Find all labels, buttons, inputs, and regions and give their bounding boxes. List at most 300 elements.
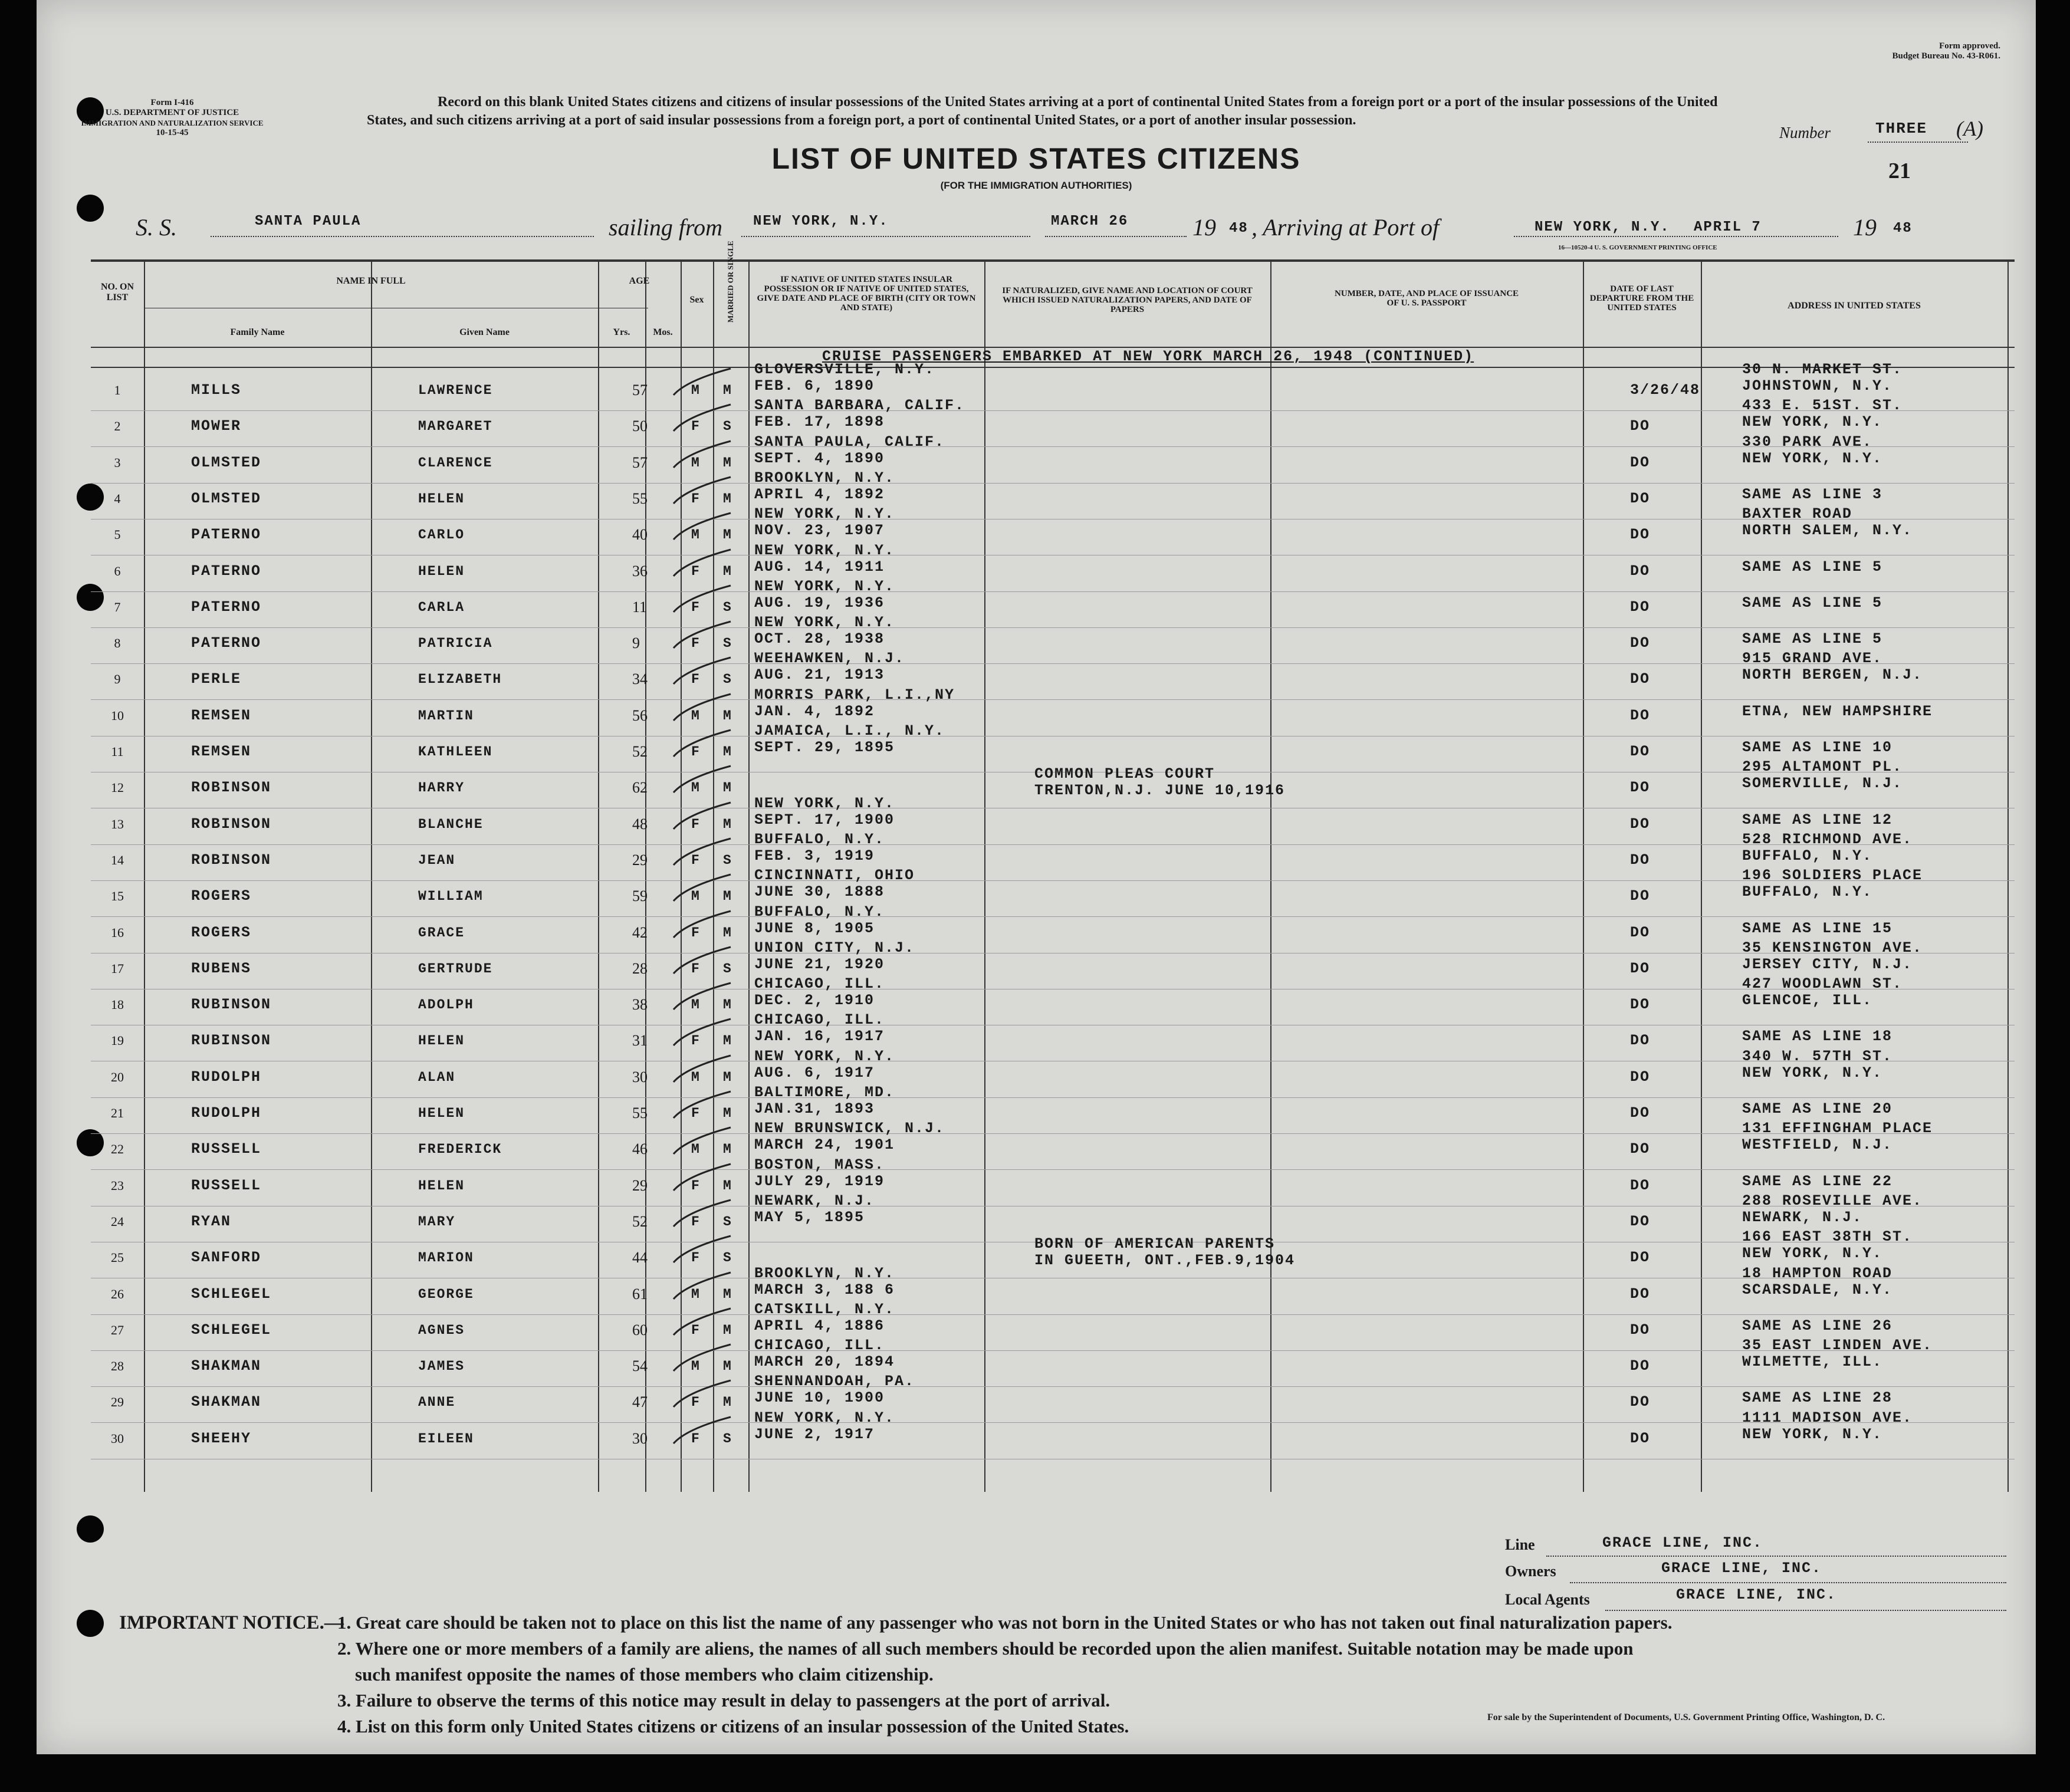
birth-date: JAN. 4, 1892 (754, 703, 875, 720)
table-row (91, 686, 2015, 736)
table-row (91, 1156, 2015, 1206)
family-name: RUBENS (191, 960, 252, 977)
age-years: 60 (632, 1321, 648, 1339)
row-number: 10 (111, 708, 124, 723)
col-months: Mos. (653, 327, 673, 337)
sex: F (691, 1033, 701, 1048)
address-line-2: SAME AS LINE 5 (1742, 594, 1883, 611)
age-years: 54 (632, 1357, 648, 1375)
check-mark (669, 800, 734, 841)
birth-date: AUG. 19, 1936 (754, 594, 885, 611)
row-number: 11 (111, 744, 124, 759)
given-name: JAMES (418, 1359, 465, 1374)
birth-date: JUNE 21, 1920 (754, 956, 885, 973)
row-number: 12 (111, 780, 124, 795)
age-years: 31 (632, 1032, 648, 1049)
address-line-2: SAME AS LINE 10 (1742, 739, 1893, 756)
given-name: FREDERICK (418, 1142, 502, 1157)
address-line-1: 18 HAMPTON ROAD (1742, 1265, 1893, 1282)
table-row (91, 795, 2015, 844)
address-line-2: ETNA, NEW HAMPSHIRE (1742, 703, 1933, 720)
table-row (91, 1228, 2015, 1278)
col-birth: IF NATIVE OF UNITED STATES INSULAR POSSESSION OR IF NATIVE OF UNITED STATES, GIVE DATE AND PLACE OF BIRTH (CITY OR TOWN AND STATE) (757, 275, 976, 313)
record-instructions: Record on this blank United States citizens and citizens of insular possessions of the United States arriving at a port of continental United States from a foreign port or a port of the insular possessions of the United States, and such citizens arriving at a port of said insular possessions from a foreign port, a port of continental United States, or a port of another insular possession. (367, 94, 1718, 128)
birth-date: SEPT. 29, 1895 (754, 739, 895, 756)
age-years: 50 (632, 417, 648, 435)
address-line-1: 196 SOLDIERS PLACE (1742, 867, 1923, 884)
table-row (91, 433, 2015, 483)
given-name: HELEN (418, 1106, 465, 1121)
birth-date: MARCH 24, 1901 (754, 1136, 895, 1153)
address-line-2: SAME AS LINE 20 (1742, 1100, 1893, 1117)
check-mark (669, 366, 734, 407)
marital-status: S (723, 636, 732, 651)
marital-status: M (723, 383, 732, 398)
given-name: HELEN (418, 564, 465, 579)
given-name: AGNES (418, 1323, 465, 1338)
punch-hole (77, 195, 104, 222)
birth-place: WEEHAWKEN, N.J. (754, 650, 905, 667)
address-line-1: 330 PARK AVE. (1742, 433, 1873, 451)
address-line-1: 528 RICHMOND AVE. (1742, 831, 1913, 848)
table-row (91, 1409, 2015, 1459)
birth-place: NEW YORK, N.Y. (754, 505, 895, 522)
check-mark (669, 1270, 734, 1311)
last-departure: DO (1630, 1068, 1651, 1086)
col-age: AGE (629, 276, 650, 286)
row-number: 18 (111, 997, 124, 1012)
page-title: LIST OF UNITED STATES CITIZENS (771, 142, 1301, 175)
col-address: ADDRESS IN UNITED STATES (1788, 301, 1921, 311)
marital-status: M (723, 780, 732, 795)
marital-status: S (723, 1250, 732, 1265)
sex: F (691, 1250, 701, 1265)
sex: F (691, 744, 701, 759)
given-name: ELIZABETH (418, 672, 502, 687)
sex: F (691, 1214, 701, 1229)
marital-status: M (723, 1287, 732, 1302)
birth-date: DEC. 2, 1910 (754, 992, 875, 1009)
marital-status: M (723, 1142, 732, 1157)
marital-status: M (723, 564, 732, 579)
table-row (91, 650, 2015, 699)
last-departure: DO (1630, 1321, 1651, 1339)
family-name: RUBINSON (191, 996, 272, 1013)
birth-date: FEB. 6, 1890 (754, 377, 875, 394)
row-number: 1 (114, 383, 121, 397)
given-name: MARION (418, 1250, 474, 1265)
ss-label: S. S. (136, 214, 177, 241)
number-label: Number (1779, 124, 1831, 142)
address-line-2: JERSEY CITY, N.J. (1742, 956, 1913, 973)
sailing-label: sailing from (609, 214, 722, 241)
marital-status: M (723, 744, 732, 759)
table-row (91, 1048, 2015, 1097)
line-label: Line (1505, 1536, 1535, 1553)
family-name: RUDOLPH (191, 1104, 262, 1122)
sex: M (691, 1142, 701, 1157)
table-row (91, 867, 2015, 916)
age-years: 48 (632, 816, 648, 833)
given-name: HELEN (418, 491, 465, 507)
family-name: RUSSELL (191, 1140, 262, 1158)
address-line-2: SAME AS LINE 12 (1742, 811, 1893, 828)
line-value: GRACE LINE, INC. (1602, 1534, 1763, 1551)
last-departure: DO (1630, 1393, 1651, 1410)
birth-place: NEW YORK, N.Y. (754, 795, 895, 812)
sex: F (691, 1178, 701, 1193)
address-line-2: SAME AS LINE 28 (1742, 1389, 1893, 1406)
address-line-2: GLENCOE, ILL. (1742, 992, 1873, 1009)
given-name: MARY (418, 1214, 456, 1229)
given-name: ADOLPH (418, 997, 474, 1012)
sex: F (691, 419, 701, 434)
address-line-2: SAME AS LINE 22 (1742, 1173, 1893, 1190)
arriving-label: , Arriving at Port of (1251, 214, 1440, 241)
age-years: 34 (632, 670, 648, 688)
last-departure: DO (1630, 670, 1651, 688)
birth-place: BROOKLYN, N.Y. (754, 1265, 895, 1282)
arrival-port: NEW YORK, N.Y. (1535, 219, 1670, 235)
address-line-1: 288 ROSEVILLE AVE. (1742, 1192, 1923, 1209)
address-line-2: NORTH SALEM, N.Y. (1742, 522, 1913, 539)
address-line-2: BUFFALO, N.Y. (1742, 883, 1873, 900)
sex: M (691, 1287, 701, 1302)
last-departure: DO (1630, 1177, 1651, 1194)
age-years: 30 (632, 1068, 648, 1086)
col-passport: NUMBER, DATE, AND PLACE OF ISSUANCE OF U. S. PASSPORT (1334, 289, 1519, 308)
sex: M (691, 997, 701, 1012)
col-last-departure: DATE OF LAST DEPARTURE FROM THE UNITED STATES (1589, 284, 1694, 313)
age-years: 36 (632, 563, 648, 580)
last-departure: DO (1630, 1357, 1651, 1375)
list-number-suffix: (A) (1956, 117, 1983, 140)
col-no: NO. ON LIST (101, 282, 134, 302)
table-row (91, 578, 2015, 627)
table-row (91, 1301, 2015, 1350)
family-name: PATERNO (191, 563, 262, 580)
section-note: CRUISE PASSENGERS EMBARKED AT NEW YORK MARCH 26, 1948 (CONTINUED) (822, 348, 1474, 365)
agents-label: Local Agents (1505, 1591, 1590, 1608)
given-name: PATRICIA (418, 636, 493, 651)
family-name: MILLS (191, 382, 242, 399)
last-departure: DO (1630, 1032, 1651, 1049)
check-mark (669, 691, 734, 732)
family-name: PERLE (191, 670, 242, 688)
address-line-2: NEW YORK, N.Y. (1742, 413, 1883, 430)
birth-place: NEW YORK, N.Y. (754, 542, 895, 559)
address-line-2: SAME AS LINE 15 (1742, 920, 1893, 937)
owners-value: GRACE LINE, INC. (1661, 1560, 1822, 1577)
marital-status: M (723, 1359, 732, 1374)
check-mark (669, 1377, 734, 1419)
address-line-2: SCARSDALE, N.Y. (1742, 1281, 1893, 1298)
table-row (91, 1084, 2015, 1133)
table-row (91, 397, 2015, 446)
notice-2-cont: such manifest opposite the names of those members who claim citizenship. (355, 1664, 934, 1685)
check-mark (669, 510, 734, 551)
given-name: JEAN (418, 853, 456, 868)
age-years: 29 (632, 1177, 648, 1194)
address-line-1: 166 EAST 38TH ST. (1742, 1228, 1913, 1245)
marital-status: M (723, 1395, 732, 1410)
address-line-1: 433 E. 51ST. ST. (1742, 397, 1903, 414)
table-row (91, 831, 2015, 880)
table-row (91, 1120, 2015, 1169)
last-departure: DO (1630, 454, 1651, 471)
arrival-year: 48 (1893, 221, 1913, 236)
birth-date: AUG. 6, 1917 (754, 1064, 875, 1081)
family-name: SHAKMAN (191, 1357, 262, 1375)
marital-status: S (723, 600, 732, 615)
check-mark (669, 1233, 734, 1274)
row-number: 4 (114, 491, 121, 506)
sex: F (691, 853, 701, 868)
row-number: 13 (111, 817, 124, 831)
row-number: 9 (114, 672, 121, 686)
check-mark (669, 1341, 734, 1383)
marital-status: M (723, 708, 732, 724)
age-years: 44 (632, 1249, 648, 1266)
agents-value: GRACE LINE, INC. (1676, 1586, 1837, 1603)
notice-1: 1. Great care should be taken not to place on this list the name of any passenger who was not born in the United States or who has not taken out final naturalization papers. (337, 1612, 1673, 1633)
given-name: LAWRENCE (418, 383, 493, 398)
sex: F (691, 817, 701, 832)
address-line-1: 30 N. MARKET ST. (1742, 361, 1903, 378)
address-line-2: WILMETTE, ILL. (1742, 1353, 1883, 1370)
address-line-2: JOHNSTOWN, N.Y. (1742, 377, 1893, 394)
row-number: 15 (111, 889, 124, 903)
marital-status: S (723, 1431, 732, 1446)
address-line-2: WESTFIELD, N.J. (1742, 1136, 1893, 1153)
sex: F (691, 672, 701, 687)
last-departure: DO (1630, 1285, 1651, 1303)
birth-place: CATSKILL, N.Y. (754, 1301, 895, 1318)
sex: F (691, 961, 701, 976)
check-mark (669, 1197, 734, 1238)
row-number: 28 (111, 1359, 124, 1373)
departure-date: MARCH 26 (1051, 213, 1129, 229)
marital-status: S (723, 853, 732, 868)
last-departure: DO (1630, 634, 1651, 652)
family-name: SCHLEGEL (191, 1321, 272, 1339)
birth-place: CHICAGO, ILL. (754, 975, 885, 992)
birth-place: GLOVERSVILLE, N.Y. (754, 361, 935, 378)
birth-date: FEB. 3, 1919 (754, 847, 875, 864)
sex: M (691, 889, 701, 904)
address-line-1: 1111 MADISON AVE. (1742, 1409, 1913, 1426)
birth-place: UNION CITY, N.J. (754, 939, 915, 956)
given-name: HELEN (418, 1033, 465, 1048)
birth-place: CINCINNATI, OHIO (754, 867, 915, 884)
row-number: 23 (111, 1178, 124, 1193)
age-years: 52 (632, 1213, 648, 1230)
notice-2: 2. Where one or more members of a family are aliens, the names of all such members should be recorded upon the alien manifest. Suitable notation may be made upon (337, 1638, 1634, 1659)
last-departure: DO (1630, 707, 1651, 724)
last-departure: DO (1630, 1104, 1651, 1122)
last-departure: DO (1630, 996, 1651, 1013)
given-name: HELEN (418, 1178, 465, 1193)
table-row (91, 361, 2015, 410)
given-name: ALAN (418, 1070, 456, 1085)
family-name: REMSEN (191, 743, 252, 760)
age-years: 11 (632, 599, 648, 616)
check-mark (669, 583, 734, 624)
departure-year-prefix: 19 (1192, 214, 1216, 241)
age-years: 55 (632, 490, 648, 507)
check-mark (669, 727, 734, 768)
marital-status: M (723, 491, 732, 507)
address-line-1: BAXTER ROAD (1742, 505, 1853, 522)
table-row (91, 505, 2015, 555)
last-departure: DO (1630, 1430, 1651, 1447)
check-mark (669, 908, 734, 949)
last-departure: DO (1630, 816, 1651, 833)
naturalization-details: TRENTON,N.J. JUNE 10,1916 (1034, 782, 1286, 799)
check-mark (669, 619, 734, 660)
birth-date: JAN.31, 1893 (754, 1100, 875, 1117)
birth-date: JUNE 10, 1900 (754, 1389, 885, 1406)
address-line-2: NEW YORK, N.Y. (1742, 1064, 1883, 1081)
given-name: KATHLEEN (418, 744, 493, 759)
last-departure: DO (1630, 851, 1651, 869)
address-line-2: SAME AS LINE 26 (1742, 1317, 1893, 1334)
family-name: ROBINSON (191, 816, 272, 833)
table-row (91, 469, 2015, 519)
row-number: 26 (111, 1287, 124, 1301)
col-family-name: Family Name (230, 327, 285, 337)
given-name: CARLO (418, 527, 465, 542)
page-number: 21 (1888, 159, 1911, 183)
given-name: WILLIAM (418, 889, 484, 904)
sex: M (691, 527, 701, 542)
family-name: ROBINSON (191, 779, 272, 796)
check-mark (669, 438, 734, 479)
marital-status: S (723, 419, 732, 434)
marital-status: S (723, 1214, 732, 1229)
sex: F (691, 600, 701, 615)
family-name: OLMSTED (191, 454, 262, 471)
table-row (91, 542, 2015, 591)
address-line-1: 340 W. 57TH ST. (1742, 1048, 1893, 1065)
address-line-1: 35 EAST LINDEN AVE. (1742, 1337, 1933, 1354)
row-number: 7 (114, 600, 121, 614)
printer-note: 16—10520-4 U. S. GOVERNMENT PRINTING OFFICE (1558, 244, 1717, 251)
address-line-2: SAME AS LINE 5 (1742, 558, 1883, 576)
marital-status: M (723, 527, 732, 542)
row-number: 5 (114, 527, 121, 542)
sex: F (691, 1323, 701, 1338)
table-row (91, 1265, 2015, 1314)
manifest-sheet (37, 0, 2036, 1754)
birth-place: NEW YORK, N.Y. (754, 1409, 895, 1426)
last-departure: 3/26/48 (1630, 382, 1701, 399)
address-line-1: 35 KENSINGTON AVE. (1742, 939, 1923, 956)
arrival-year-prefix: 19 (1853, 214, 1877, 241)
check-mark (669, 655, 734, 696)
sex: M (691, 780, 701, 795)
birth-place: SANTA BARBARA, CALIF. (754, 397, 965, 414)
age-years: 56 (632, 707, 648, 724)
last-departure: DO (1630, 526, 1651, 543)
given-name: CLARENCE (418, 455, 493, 471)
given-name: ANNE (418, 1395, 456, 1410)
address-line-1: 915 GRAND AVE. (1742, 650, 1883, 667)
birth-date: AUG. 14, 1911 (754, 558, 885, 576)
marital-status: M (723, 1033, 732, 1048)
marital-status: M (723, 1106, 732, 1121)
arrival-date: APRIL 7 (1694, 219, 1762, 235)
check-mark (669, 1124, 734, 1166)
birth-date: OCT. 28, 1938 (754, 630, 885, 647)
age-years: 55 (632, 1104, 648, 1122)
marital-status: S (723, 672, 732, 687)
naturalization-court: BORN OF AMERICAN PARENTS (1034, 1235, 1276, 1252)
family-name: ROBINSON (191, 851, 272, 869)
sex: F (691, 564, 701, 579)
family-name: PATERNO (191, 599, 262, 616)
form-approval (1829, 41, 2000, 61)
marital-status: M (723, 1070, 732, 1085)
last-departure: DO (1630, 490, 1651, 507)
address-line-2: SAME AS LINE 18 (1742, 1028, 1893, 1045)
row-number: 17 (111, 961, 124, 976)
family-name: RUSSELL (191, 1177, 262, 1194)
birth-date: NOV. 23, 1907 (754, 522, 885, 539)
sex: F (691, 925, 701, 941)
check-mark (669, 1306, 734, 1347)
row-number: 22 (111, 1142, 124, 1156)
last-departure: DO (1630, 1213, 1651, 1230)
check-mark (669, 1016, 734, 1057)
marital-status: M (723, 1323, 732, 1338)
birth-date: JUNE 30, 1888 (754, 883, 885, 900)
birth-date: JAN. 16, 1917 (754, 1028, 885, 1045)
given-name: MARGARET (418, 419, 493, 434)
check-mark (669, 1089, 734, 1130)
birth-place: CHICAGO, ILL. (754, 1011, 885, 1028)
age-years: 61 (632, 1285, 648, 1303)
marital-status: M (723, 1178, 732, 1193)
birth-place: BALTIMORE, MD. (754, 1084, 895, 1101)
form-number: Form I-416 (150, 98, 194, 107)
sex: F (691, 636, 701, 651)
family-name: SANFORD (191, 1249, 262, 1266)
birth-date: AUG. 21, 1913 (754, 666, 885, 683)
table-row (91, 975, 2015, 1025)
department: U.S. DEPARTMENT OF JUSTICE (105, 108, 239, 117)
list-number: THREE (1875, 120, 1928, 137)
page-subtitle: (FOR THE IMMIGRATION AUTHORITIES) (940, 180, 1132, 191)
last-departure: DO (1630, 599, 1651, 616)
family-name: RUDOLPH (191, 1068, 262, 1086)
given-name: GERTRUDE (418, 961, 493, 976)
age-years: 38 (632, 996, 648, 1013)
row-number: 19 (111, 1033, 124, 1048)
last-departure: DO (1630, 417, 1651, 435)
birth-date: SEPT. 17, 1900 (754, 811, 895, 828)
sex: M (691, 1070, 701, 1085)
check-mark (669, 944, 734, 985)
notice-3: 3. Failure to observe the terms of this notice may result in delay to passengers at the port of arrival. (337, 1690, 1110, 1711)
family-name: REMSEN (191, 707, 252, 724)
col-given-name: Given Name (459, 327, 510, 337)
check-mark (669, 980, 734, 1021)
row-number: 21 (111, 1106, 124, 1120)
age-years: 52 (632, 743, 648, 760)
check-mark (669, 1414, 734, 1455)
table-row (91, 758, 2015, 808)
